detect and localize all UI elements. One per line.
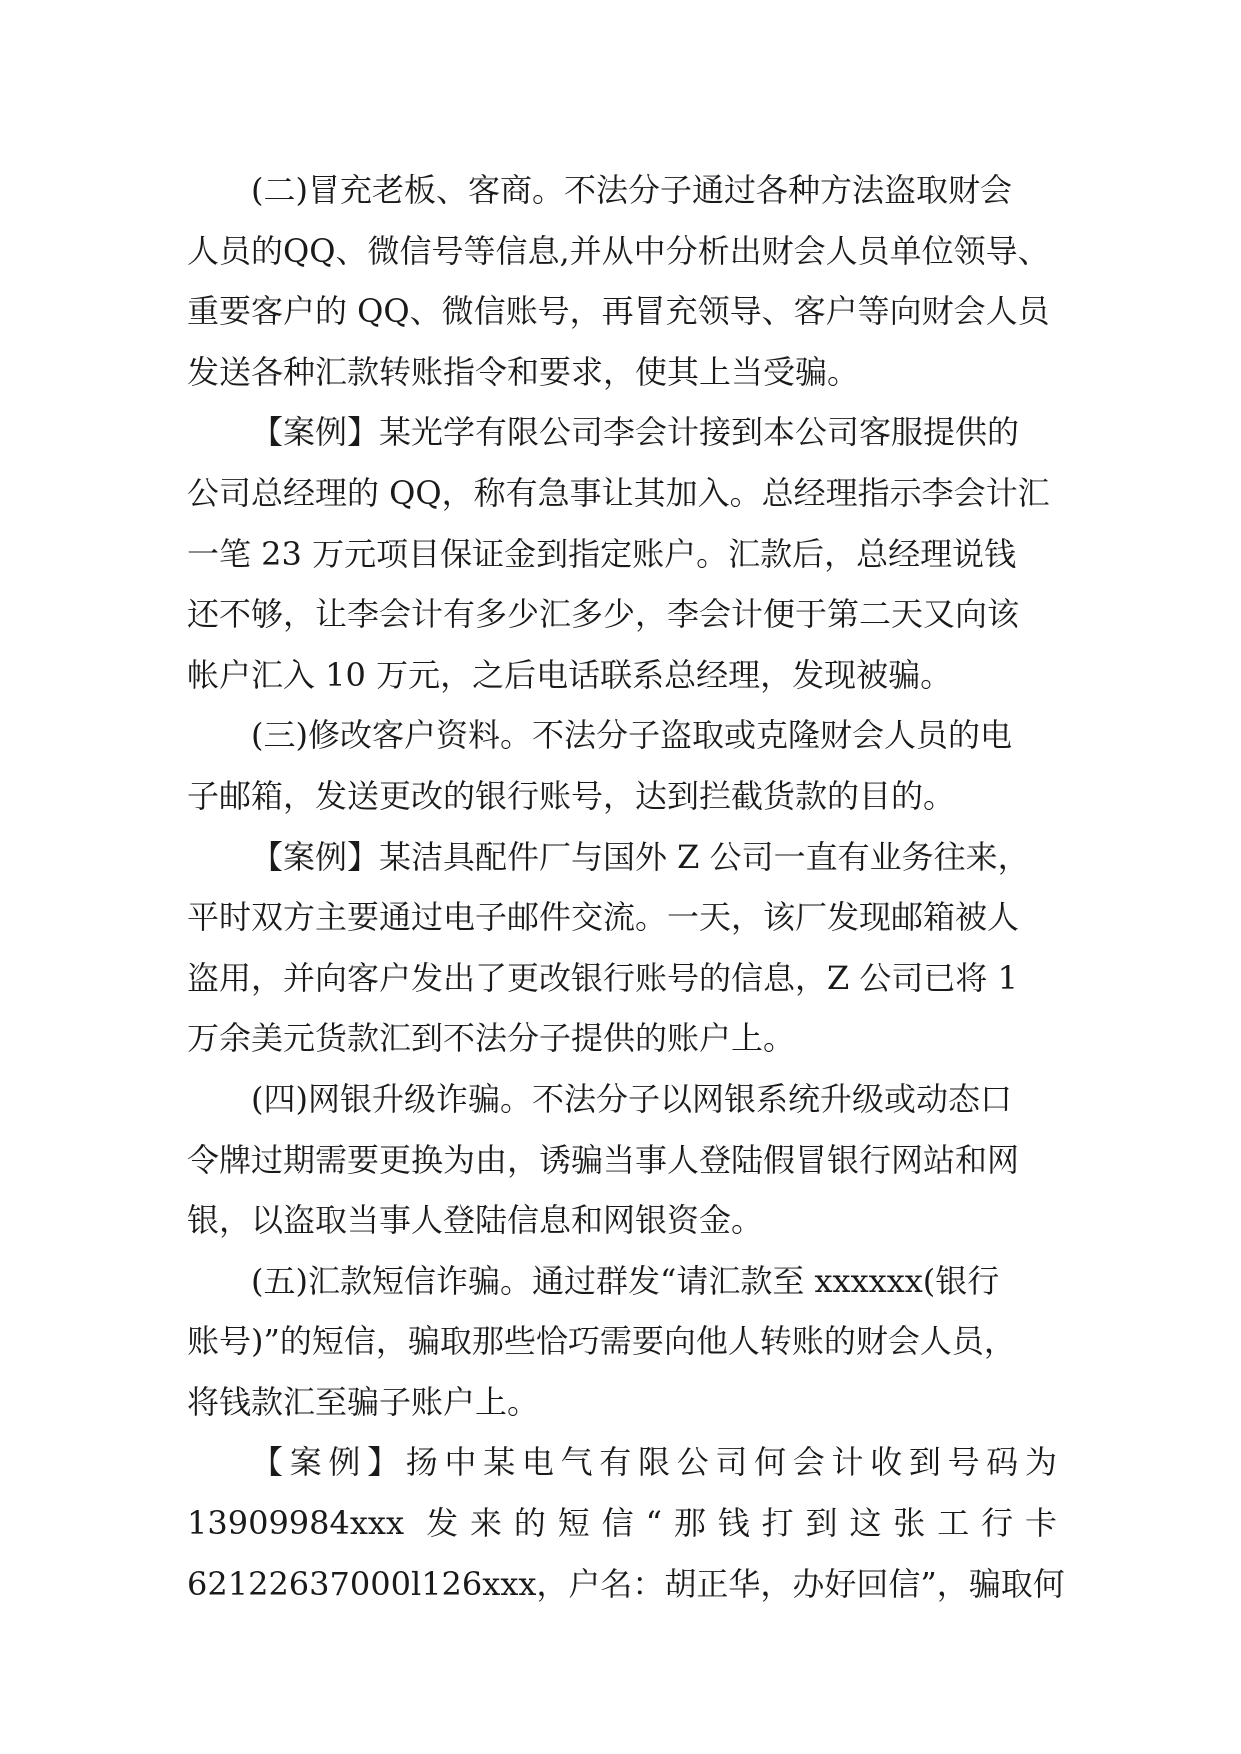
paragraph-line: 【案例】某洁具配件厂与国外 Z 公司一直有业务往来， [251,837,1030,876]
paragraph-line: (五)汇款短信诈骗。通过群发“请汇款至 xxxxxx(银行 [251,1261,1000,1300]
paragraph-line: 银，以盗取当事人登陆信息和网银资金。 [187,1201,764,1240]
paragraph-line: 还不够，让李会计有多少汇多少，李会计便于第二天又向该 [187,595,1020,634]
paragraph-line: (四)网银升级诈骗。不法分子以网银系统升级或动态口 [251,1079,1012,1118]
paragraph-line: 【案例】扬中某电气有限公司何会计收到号码为 [251,1443,1057,1482]
paragraph-line: 盗用，并向客户发出了更改银行账号的信息，Z 公司已将 1 [187,958,1018,997]
body-text [187,160,1065,1614]
paragraph-line: 重要客户的 QQ、微信账号，再冒充领导、客户等向财会人员 [187,292,1050,331]
paragraph-line: 子邮箱，发送更改的银行账号，达到拦截货款的目的。 [187,776,956,815]
paragraph-line: (二)冒充老板、客商。不法分子通过各种方法盗取财会 [251,171,1012,209]
paragraph-line: (三)修改客户资料。不法分子盗取或克隆财会人员的电 [251,716,1012,755]
paragraph-line: 帐户汇入 10 万元，之后电话联系总经理，发现被骗。 [187,655,953,694]
paragraph-line: 13909984xxx 发来的短信“那钱打到这张工行卡 [187,1504,1057,1543]
paragraph-line: 一笔 23 万元项目保证金到指定账户。汇款后，总经理说钱 [187,534,1017,573]
paragraph-line: 【案例】某光学有限公司李会计接到本公司客服提供的 [251,413,1020,452]
paragraph-line: 账号)”的短信，骗取那些恰巧需要向他人转账的财会人员， [187,1322,1016,1361]
paragraph-line: 将钱款汇至骗子账户上。 [187,1382,540,1421]
paragraph-line: 62122637000l126xxx，户名：胡正华，办好回信”，骗取何 [187,1564,1065,1603]
paragraph-line: 令牌过期需要更换为由，诱骗当事人登陆假冒银行网站和网 [187,1140,1020,1179]
paragraph-line: 发送各种汇款转账指令和要求，使其上当受骗。 [187,352,860,391]
paragraph-line: 人员的QQ、微信号等信息,并从中分析出财会人员单位领导、 [187,231,1050,270]
paragraph-line: 平时双方主要通过电子邮件交流。一天，该厂发现邮箱被人 [187,898,1020,937]
paragraph-line: 万余美元货款汇到不法分子提供的账户上。 [187,1019,796,1058]
paragraph-line: 公司总经理的 QQ，称有急事让其加入。总经理指示李会计汇 [187,473,1050,512]
